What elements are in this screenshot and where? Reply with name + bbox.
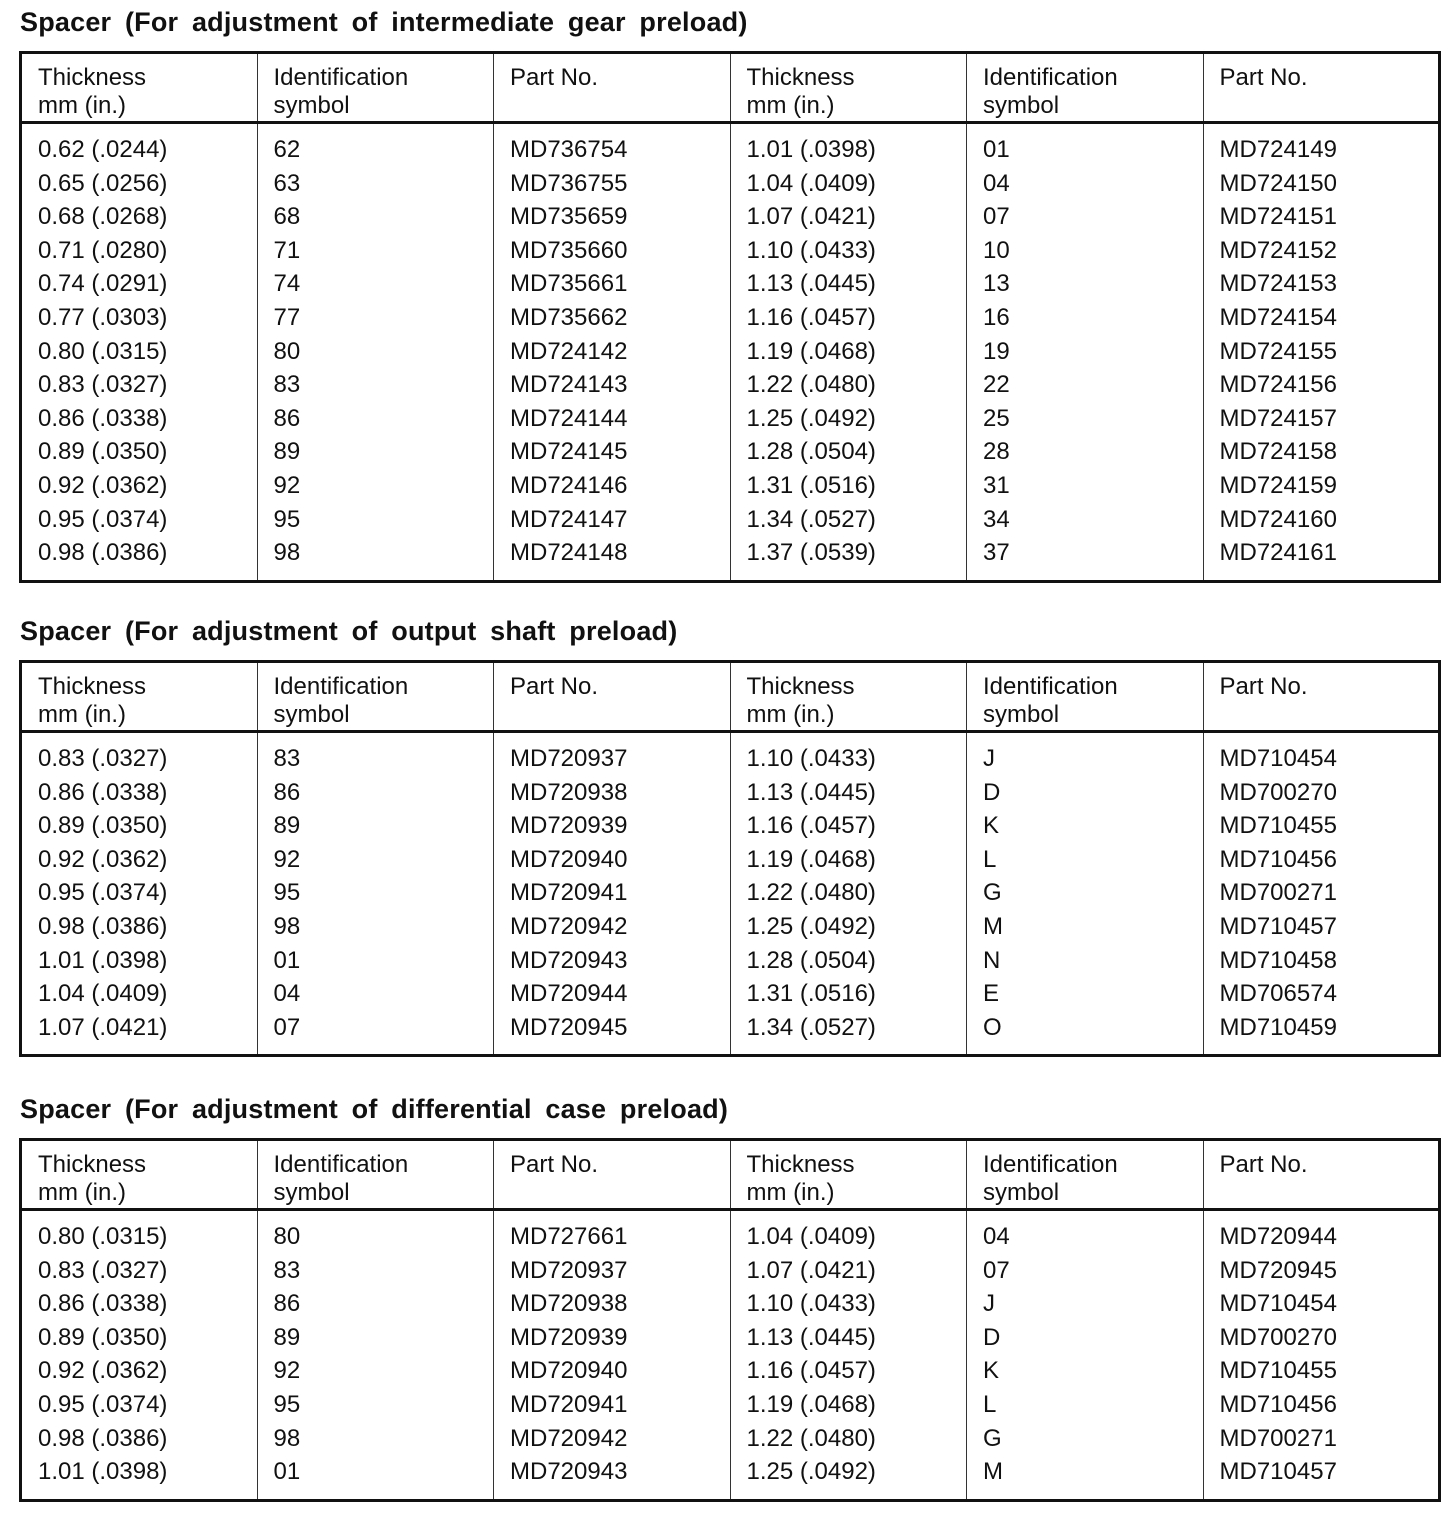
table-cell: D: [967, 1321, 1204, 1355]
column-header-line: symbol: [273, 701, 350, 728]
table-cell: 0.98 (.0386): [38, 912, 168, 940]
table-cell: MD724153: [1203, 267, 1440, 301]
spacer-table-intermediate-gear: [19, 51, 1441, 583]
table-cell: 0.95 (.0374): [38, 1390, 168, 1418]
table-cell: 0.74 (.0291): [38, 270, 168, 298]
table-cell: 0.89 (.0350): [38, 1323, 168, 1351]
table-cell: K: [967, 809, 1204, 843]
table-cell: 0.86 (.0338): [38, 1290, 168, 1318]
table-cell: 1.04 (.0409): [730, 167, 967, 201]
table-cell: 0.71 (.0280): [38, 236, 168, 264]
column-header: [21, 53, 258, 123]
table-cell: D: [967, 776, 1204, 810]
table-cell: 1.01 (.0398): [38, 946, 168, 974]
table-cell: MD710457: [1203, 910, 1440, 944]
column-header-line: Thickness: [38, 1151, 147, 1178]
table-cell: MD720944: [494, 977, 731, 1011]
table-cell: 1.13 (.0445): [730, 267, 967, 301]
table-row: [21, 910, 1440, 944]
column-header: [967, 1140, 1204, 1210]
table-cell: 77: [257, 301, 494, 335]
table-cell: MD710459: [1203, 1011, 1440, 1056]
column-header-line: symbol: [983, 1179, 1060, 1206]
table-row: [21, 402, 1440, 436]
table-cell: 04: [967, 1210, 1204, 1254]
table-cell: 1.07 (.0421): [730, 1254, 967, 1288]
table-cell: J: [967, 732, 1204, 776]
table-row: [21, 1321, 1440, 1355]
table-cell: K: [967, 1354, 1204, 1388]
table-cell: MD720940: [494, 1354, 731, 1388]
table-cell: 0.95 (.0374): [38, 879, 168, 907]
table-cell: 25: [967, 402, 1204, 436]
column-header: [21, 1140, 258, 1210]
table-cell: 0.83 (.0327): [38, 745, 168, 772]
table-row: [21, 368, 1440, 402]
column-header-line: Identification: [983, 673, 1118, 700]
table-cell: 1.19 (.0468): [730, 843, 967, 877]
table-cell: 0.68 (.0268): [38, 203, 168, 231]
table-cell: 1.01 (.0398): [38, 1458, 168, 1486]
table-cell: MD710456: [1203, 843, 1440, 877]
column-header: [967, 53, 1204, 123]
table-cell: 71: [257, 234, 494, 268]
table-cell: 68: [257, 200, 494, 234]
table-cell: MD720942: [494, 910, 731, 944]
table-cell: G: [967, 1422, 1204, 1456]
table-cell: 04: [967, 167, 1204, 201]
header-row: [21, 53, 1440, 123]
table-cell: 1.31 (.0516): [730, 977, 967, 1011]
table-cell: MD724155: [1203, 335, 1440, 369]
table-cell: L: [967, 1388, 1204, 1422]
table-cell: MD724150: [1203, 167, 1440, 201]
table-cell: MD700270: [1203, 776, 1440, 810]
table-cell: 1.07 (.0421): [38, 1013, 168, 1041]
table-cell: 04: [257, 977, 494, 1011]
table-cell: 86: [257, 776, 494, 810]
table-row: [21, 335, 1440, 369]
table-cell: G: [967, 876, 1204, 910]
table-row: [21, 301, 1440, 335]
table-cell: MD710455: [1203, 809, 1440, 843]
table-cell: 0.62 (.0244): [38, 136, 168, 163]
column-header: [730, 1140, 967, 1210]
table-cell: 1.22 (.0480): [730, 368, 967, 402]
table-cell: E: [967, 977, 1204, 1011]
table-cell: 98: [257, 910, 494, 944]
table-cell: 74: [257, 267, 494, 301]
spacer-table-differential-case: [19, 1138, 1441, 1502]
table-cell: 1.31 (.0516): [730, 469, 967, 503]
table-cell: MD735660: [494, 234, 731, 268]
table-cell: MD700270: [1203, 1321, 1440, 1355]
column-header-line: Thickness: [746, 1151, 855, 1178]
table-cell: MD720944: [1203, 1210, 1440, 1254]
column-header: [730, 53, 967, 123]
table-cell: 10: [967, 234, 1204, 268]
column-header-line: Part No.: [510, 1151, 599, 1178]
table-cell: 1.04 (.0409): [38, 980, 168, 1008]
column-header-line: mm (in.): [746, 92, 835, 119]
table-cell: MD720940: [494, 843, 731, 877]
table-row: [21, 1455, 1440, 1500]
table-cell: MD724148: [494, 536, 731, 581]
column-header-line: Identification: [983, 1151, 1118, 1178]
table-cell: MD724144: [494, 402, 731, 436]
column-header: [257, 1140, 494, 1210]
table-cell: 80: [257, 1210, 494, 1254]
spacer-table-output-shaft: [19, 660, 1441, 1057]
table-cell: MD720937: [494, 1254, 731, 1288]
table-cell: MD735659: [494, 200, 731, 234]
table-cell: MD720943: [494, 944, 731, 978]
table-cell: 28: [967, 435, 1204, 469]
table-cell: 95: [257, 503, 494, 537]
table-cell: MD720938: [494, 1287, 731, 1321]
section-title-intermediate-gear: Spacer (For adjustment of intermediate gear preload): [20, 7, 748, 37]
table-cell: 1.07 (.0421): [730, 200, 967, 234]
table-cell: 0.77 (.0303): [38, 303, 168, 331]
table-row: [21, 1388, 1440, 1422]
column-header-line: mm (in.): [38, 92, 126, 119]
table-cell: 83: [257, 732, 494, 776]
table-cell: MD724151: [1203, 200, 1440, 234]
table-cell: 86: [257, 1287, 494, 1321]
column-header: [494, 53, 731, 123]
table-cell: 1.25 (.0492): [730, 402, 967, 436]
table-row: [21, 1210, 1440, 1254]
table-cell: 31: [967, 469, 1204, 503]
table-cell: MD720937: [494, 732, 731, 776]
table-cell: 1.25 (.0492): [730, 910, 967, 944]
table-cell: 63: [257, 167, 494, 201]
column-header-line: Identification: [273, 64, 409, 91]
column-header-line: Part No.: [1219, 673, 1308, 700]
table-cell: MD710458: [1203, 944, 1440, 978]
table-cell: 0.80 (.0315): [38, 1223, 168, 1250]
table-cell: 98: [257, 536, 494, 581]
column-header: [730, 662, 967, 732]
table-cell: 0.83 (.0327): [38, 371, 168, 399]
table-cell: 1.22 (.0480): [730, 1422, 967, 1456]
table-cell: 37: [967, 536, 1204, 581]
table-cell: 0.95 (.0374): [38, 505, 168, 533]
table-cell: MD724156: [1203, 368, 1440, 402]
table-cell: 62: [257, 123, 494, 167]
table-cell: MD724154: [1203, 301, 1440, 335]
table-cell: 1.37 (.0539): [730, 536, 967, 581]
table-row: [21, 1254, 1440, 1288]
table-cell: MD720945: [494, 1011, 731, 1056]
table-cell: 0.98 (.0386): [38, 539, 168, 567]
table-cell: J: [967, 1287, 1204, 1321]
column-header: [21, 662, 258, 732]
table-cell: MD724158: [1203, 435, 1440, 469]
column-header-line: Thickness: [38, 673, 147, 700]
section-title-differential-case: Spacer (For adjustment of differential case preload): [20, 1094, 729, 1124]
table-cell: 0.86 (.0338): [38, 404, 168, 432]
table-cell: MD720939: [494, 1321, 731, 1355]
column-header-line: Part No.: [1219, 1151, 1308, 1178]
table-cell: 1.22 (.0480): [730, 876, 967, 910]
table-cell: L: [967, 843, 1204, 877]
table-cell: 0.89 (.0350): [38, 438, 168, 466]
table-cell: 22: [967, 368, 1204, 402]
column-header-line: Thickness: [746, 64, 855, 91]
table-cell: 89: [257, 435, 494, 469]
table-row: [21, 776, 1440, 810]
table-row: [21, 435, 1440, 469]
table-cell: MD720941: [494, 1388, 731, 1422]
table-cell: M: [967, 910, 1204, 944]
table-cell: MD724149: [1203, 123, 1440, 167]
column-header-line: Identification: [273, 1151, 409, 1178]
column-header-line: symbol: [273, 1179, 350, 1206]
table-cell: 1.13 (.0445): [730, 776, 967, 810]
table-cell: MD724161: [1203, 536, 1440, 581]
table-row: [21, 469, 1440, 503]
table-cell: 07: [967, 200, 1204, 234]
column-header: [1203, 53, 1440, 123]
table-cell: MD720941: [494, 876, 731, 910]
column-header-line: symbol: [983, 92, 1060, 119]
column-header-line: Part No.: [510, 64, 599, 91]
table-cell: 0.86 (.0338): [38, 778, 168, 806]
table-cell: O: [967, 1011, 1204, 1056]
table-cell: 1.10 (.0433): [730, 1287, 967, 1321]
table-cell: MD724145: [494, 435, 731, 469]
table-cell: 01: [257, 1455, 494, 1500]
column-header: [1203, 662, 1440, 732]
table-cell: MD700271: [1203, 876, 1440, 910]
table-cell: 16: [967, 301, 1204, 335]
table-cell: 0.92 (.0362): [38, 1357, 168, 1385]
table-cell: 19: [967, 335, 1204, 369]
table-cell: 1.34 (.0527): [730, 1011, 967, 1056]
table-cell: 92: [257, 1354, 494, 1388]
column-header: [494, 662, 731, 732]
table-row: [21, 843, 1440, 877]
table-cell: 83: [257, 1254, 494, 1288]
table-cell: MD710457: [1203, 1455, 1440, 1500]
table-cell: MD724143: [494, 368, 731, 402]
table-cell: 86: [257, 402, 494, 436]
column-header-line: Part No.: [1219, 64, 1308, 91]
table-cell: 1.16 (.0457): [730, 301, 967, 335]
column-header-line: mm (in.): [38, 1179, 126, 1206]
table-cell: MD720938: [494, 776, 731, 810]
table-cell: MD736754: [494, 123, 731, 167]
table-cell: 1.19 (.0468): [730, 1388, 967, 1422]
table-cell: 92: [257, 469, 494, 503]
column-header-line: symbol: [273, 92, 350, 119]
table-cell: 95: [257, 876, 494, 910]
table-cell: MD724159: [1203, 469, 1440, 503]
column-header: [967, 662, 1204, 732]
table-cell: 0.92 (.0362): [38, 471, 168, 499]
table-cell: MD735662: [494, 301, 731, 335]
table-cell: MD700271: [1203, 1422, 1440, 1456]
table-cell: 0.92 (.0362): [38, 845, 168, 873]
table-row: [21, 732, 1440, 776]
table-cell: 1.19 (.0468): [730, 335, 967, 369]
table-cell: MD710454: [1203, 1287, 1440, 1321]
table-cell: MD720945: [1203, 1254, 1440, 1288]
table-cell: MD706574: [1203, 977, 1440, 1011]
table-cell: MD724142: [494, 335, 731, 369]
table-cell: 0.89 (.0350): [38, 812, 168, 840]
table-cell: 0.80 (.0315): [38, 337, 168, 365]
table-cell: 07: [967, 1254, 1204, 1288]
table-cell: 07: [257, 1011, 494, 1056]
table-cell: MD724146: [494, 469, 731, 503]
table-row: [21, 809, 1440, 843]
header-row: [21, 662, 1440, 732]
table-cell: 1.16 (.0457): [730, 809, 967, 843]
table-cell: 1.28 (.0504): [730, 435, 967, 469]
table-cell: MD724152: [1203, 234, 1440, 268]
table-row: [21, 536, 1440, 581]
table-row: [21, 123, 1440, 167]
table-cell: 1.04 (.0409): [730, 1210, 967, 1254]
table-cell: 92: [257, 843, 494, 877]
table-row: [21, 977, 1440, 1011]
column-header-line: mm (in.): [38, 701, 126, 728]
table-cell: MD724157: [1203, 402, 1440, 436]
table-cell: 1.10 (.0433): [730, 732, 967, 776]
table-row: [21, 876, 1440, 910]
column-header-line: Part No.: [510, 673, 599, 700]
table-cell: 98: [257, 1422, 494, 1456]
table-cell: MD724147: [494, 503, 731, 537]
table-row: [21, 503, 1440, 537]
table-cell: MD727661: [494, 1210, 731, 1254]
table-cell: MD736755: [494, 167, 731, 201]
table-cell: 01: [967, 123, 1204, 167]
column-header-line: Identification: [273, 673, 409, 700]
table-cell: 80: [257, 335, 494, 369]
table-row: [21, 234, 1440, 268]
table-cell: MD720942: [494, 1422, 731, 1456]
table-cell: MD710455: [1203, 1354, 1440, 1388]
table-cell: 1.13 (.0445): [730, 1321, 967, 1355]
table-row: [21, 167, 1440, 201]
column-header-line: Thickness: [38, 64, 147, 91]
table-cell: 13: [967, 267, 1204, 301]
table-cell: 89: [257, 809, 494, 843]
column-header: [257, 53, 494, 123]
column-header-line: mm (in.): [746, 701, 835, 728]
table-cell: 1.25 (.0492): [730, 1455, 967, 1500]
table-cell: MD720939: [494, 809, 731, 843]
table-cell: 95: [257, 1388, 494, 1422]
column-header-line: mm (in.): [746, 1179, 835, 1206]
table-cell: MD710456: [1203, 1388, 1440, 1422]
table-row: [21, 1354, 1440, 1388]
table-row: [21, 1287, 1440, 1321]
table-cell: 1.16 (.0457): [730, 1354, 967, 1388]
table-row: [21, 267, 1440, 301]
table-row: [21, 200, 1440, 234]
table-cell: 34: [967, 503, 1204, 537]
column-header: [494, 1140, 731, 1210]
table-cell: 1.01 (.0398): [730, 123, 967, 167]
table-cell: N: [967, 944, 1204, 978]
table-row: [21, 1422, 1440, 1456]
column-header: [1203, 1140, 1440, 1210]
section-title-output-shaft: Spacer (For adjustment of output shaft preload): [20, 616, 678, 646]
column-header-line: symbol: [983, 701, 1060, 728]
table-row: [21, 1011, 1440, 1056]
table-cell: 83: [257, 368, 494, 402]
table-cell: 89: [257, 1321, 494, 1355]
table-row: [21, 944, 1440, 978]
table-cell: 0.83 (.0327): [38, 1256, 168, 1284]
table-cell: MD710454: [1203, 732, 1440, 776]
table-cell: MD724160: [1203, 503, 1440, 537]
column-header: [257, 662, 494, 732]
table-cell: MD720943: [494, 1455, 731, 1500]
header-row: [21, 1140, 1440, 1210]
table-cell: 0.98 (.0386): [38, 1424, 168, 1452]
table-cell: 1.28 (.0504): [730, 944, 967, 978]
table-cell: 01: [257, 944, 494, 978]
table-cell: 1.34 (.0527): [730, 503, 967, 537]
table-cell: M: [967, 1455, 1204, 1500]
column-header-line: Identification: [983, 64, 1118, 91]
table-cell: MD735661: [494, 267, 731, 301]
table-cell: 0.65 (.0256): [38, 169, 168, 197]
table-cell: 1.10 (.0433): [730, 234, 967, 268]
column-header-line: Thickness: [746, 673, 855, 700]
